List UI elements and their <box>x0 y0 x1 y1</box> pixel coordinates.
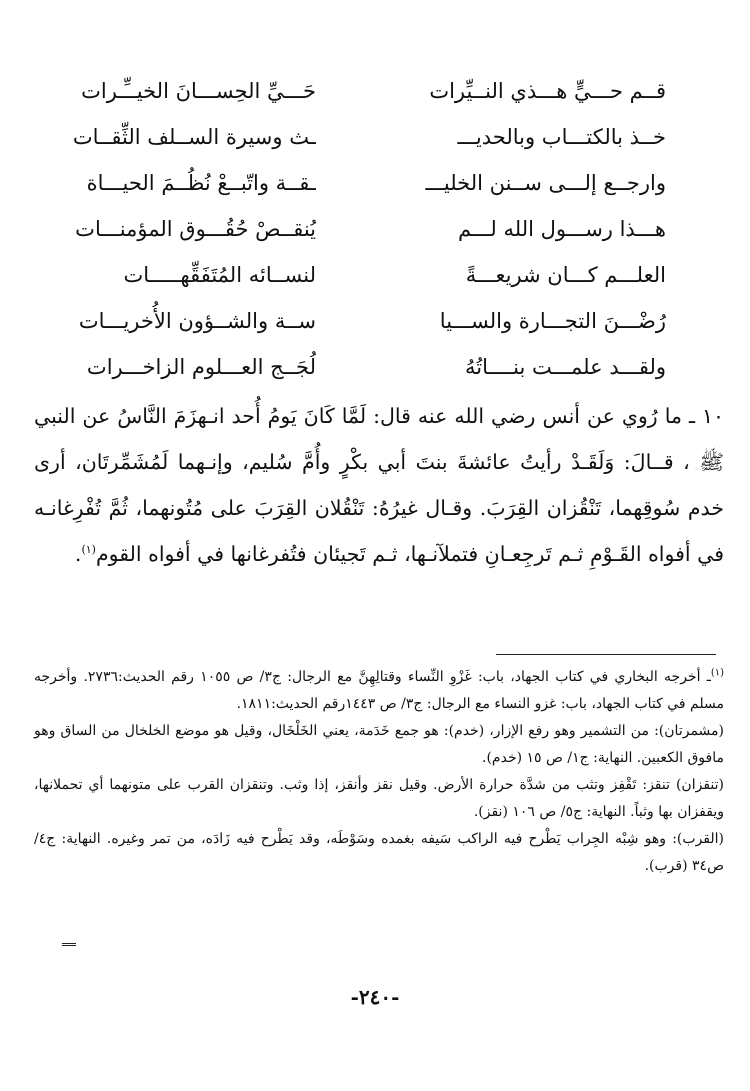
footnote <box>34 826 724 880</box>
footnote <box>34 718 724 772</box>
poem <box>66 68 666 390</box>
poem-verse <box>66 298 666 344</box>
paragraph-number: ١٠ ـ <box>688 404 724 428</box>
poem-verse <box>66 68 666 114</box>
footnotes <box>34 664 724 880</box>
footnote-text: (مشمرتان): من التشمير وهو رفع الإزار، (خدم): هو جمع خَدَمة، يعني الخَلْخَال، وقيل هو موضع الخلخال من الساق وهو مافوق الكعبين. النهاية: ج١/ ص ١٥ (خدم). <box>34 723 724 766</box>
verse-second-hemistich: لنســائه المُتَفَقِّهـــــات <box>123 263 316 287</box>
verse-first-hemistich: وارجــع إلـــى ســنن الخليـــ <box>425 171 666 195</box>
footnote-reference: (١) <box>81 543 96 557</box>
poem-verse <box>66 160 666 206</box>
footnote <box>34 664 724 718</box>
verse-second-hemistich: لُجَــج العـــلوم الزاخـــرات <box>86 355 316 379</box>
footnote-text: (تنقزان) تنقز: تَقْفِز وتثب من شدَّة حرارة الأرض. وقيل نقز وأنقز، إذا وثب. وتنقزان القرب على متونهما أي تحملانها، ويقفزان بها وثباً. النهاية: ج٥/ ص ١٠٦ (نقز). <box>34 777 724 820</box>
verse-first-hemistich: خــذ بالكتـــاب وبالحديـــ <box>457 125 666 149</box>
verse-second-hemistich: ـث وسيرة الســلف الثِّقــات <box>72 125 316 149</box>
footnote <box>34 772 724 826</box>
verse-second-hemistich: حَـــيِّ الحِســـانَ الخيــِّـرات <box>81 79 316 103</box>
verse-first-hemistich: هـــذا رســـول الله لـــم <box>458 217 666 241</box>
verse-first-hemistich: ولقـــد علمـــت بنــــاتُهُ <box>465 355 666 379</box>
poem-verse <box>66 252 666 298</box>
poem-verse <box>66 344 666 390</box>
verse-second-hemistich: ـقــة واتّبــعْ نُظُــمَ الحيـــاة <box>86 171 316 195</box>
paragraph-text: ما رُوي عن أنس رضي الله عنه قال: لَمَّا كَانَ يَومُ أُحد انـهزَمَ النَّاسُ عن النبي ﷺ ، قــالَ: وَلَقَـدْ رأيتُ عائشةَ بنتَ أبي بكْرٍ وأُمَّ سُليم، وإنـهما لَمُشَمِّرتَان، أرى خدم سُوقِهما، تَنْقُزان القِرَبَ. وقـال غيرُهُ: تَنْقُلان القِرَبَ على مُتُونهما، ثُمَّ تُفْرِغانـه في أفواه القَـوْمِ ثـم تَرجِعـانِ فتملآنـها، ثـم تَجيئان فتُفرغانها في أفواه القوم <box>34 404 724 566</box>
footnote-separator <box>496 654 716 655</box>
page-number: -٢٤٠- <box>350 985 400 1009</box>
footnote-end-mark <box>62 943 76 946</box>
verse-first-hemistich: قــم حـــيٍّ هـــذي النــيِّرات <box>429 79 666 103</box>
main-paragraph <box>34 393 724 577</box>
verse-first-hemistich: رُضْـــنَ التجـــارة والســـيا <box>439 309 666 333</box>
verse-first-hemistich: العلـــم كـــان شريعـــةً <box>465 263 666 287</box>
footnote-mark: (١) <box>710 667 725 679</box>
poem-verse <box>66 206 666 252</box>
verse-second-hemistich: ســة والشــؤون الأُخريـــات <box>78 309 316 333</box>
footnote-text: (القرب): وهو شِبْه الجِراب يَطْرح فيه الراكب سَيفه بغمده وسَوْطَه، وقد يَطْرح فيه زَادَه، من تمر وغيره. النهاية: ج٤/ ص٣٤ (قرب). <box>34 831 724 874</box>
verse-second-hemistich: يُنقــصْ حُقُـــوق المؤمنـــات <box>75 217 316 241</box>
footnote-text: ـ أخرجه البخاري في كتاب الجهاد، باب: غَزْوِ النِّساء وقتالِهِنَّ مع الرجال: ج٣/ ص ١٠٥٥ رقم الحديث:٢٧٣٦. وأخرجه مسلم في كتاب الجهاد، باب: غزو النساء مع الرجال: ج٣/ ص ١٤٤٣رقم الحديث:١٨١١. <box>34 669 724 712</box>
poem-verse <box>66 114 666 160</box>
paragraph-end: . <box>74 542 82 566</box>
